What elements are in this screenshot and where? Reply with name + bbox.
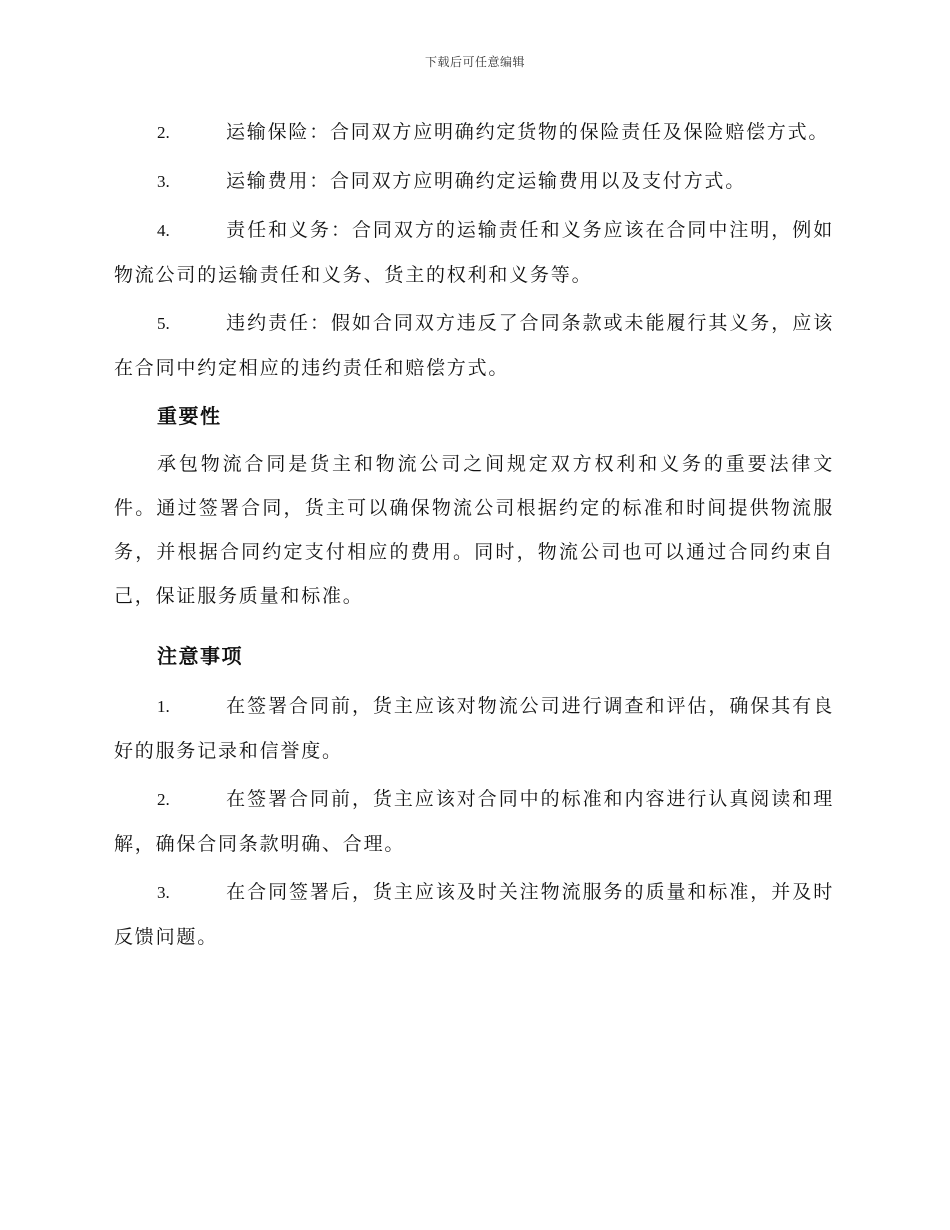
list-item-number: 1. [157, 697, 170, 716]
list-item-text: 违约责任：假如合同双方违反了合同条款或未能履行其义务，应该在合同中约定相应的违约责任和赔偿方式。 [114, 312, 834, 379]
list-item [114, 301, 834, 390]
list-item-number: 3. [157, 172, 170, 191]
section-heading-importance: 重要性 [157, 404, 222, 428]
list-item [114, 777, 834, 866]
list-item-number: 5. [157, 314, 170, 333]
list-item [114, 110, 834, 155]
importance-paragraph: 承包物流合同是货主和物流公司之间规定双方权利和义务的重要法律文件。通过签署合同，货主可以确保物流公司根据约定的标准和时间提供物流服务，并根据合同约定支付相应的费用。同时，物流公司也可以通过合同约束自己，保证服务质量和标准。 [114, 453, 834, 607]
list-item-text: 在签署合同前，货主应该对物流公司进行调查和评估，确保其有良好的服务记录和信誉度。 [114, 695, 834, 762]
page-header: 下载后可任意编辑 [424, 55, 525, 69]
list-item-number: 2. [157, 790, 170, 809]
list-item [114, 159, 834, 204]
list-item-text: 在签署合同前，货主应该对合同中的标准和内容进行认真阅读和理解，确保合同条款明确、合理。 [114, 788, 834, 855]
list-item-text: 运输保险：合同双方应明确约定货物的保险责任及保险赔偿方式。 [226, 121, 830, 143]
list-item [114, 684, 834, 773]
list-item-number: 4. [157, 221, 170, 240]
document-body [114, 110, 834, 963]
list-item-text: 责任和义务：合同双方的运输责任和义务应该在合同中注明，例如物流公司的运输责任和义务、货主的权利和义务等。 [114, 219, 834, 286]
list-item-number: 3. [157, 883, 170, 902]
list-item-text: 在合同签署后，货主应该及时关注物流服务的质量和标准，并及时反馈问题。 [114, 881, 834, 948]
list-item [114, 208, 834, 297]
list-item [114, 870, 834, 959]
list-item-number: 2. [157, 123, 170, 142]
section-heading-notes: 注意事项 [157, 644, 243, 668]
list-item-text: 运输费用：合同双方应明确约定运输费用以及支付方式。 [226, 170, 747, 192]
